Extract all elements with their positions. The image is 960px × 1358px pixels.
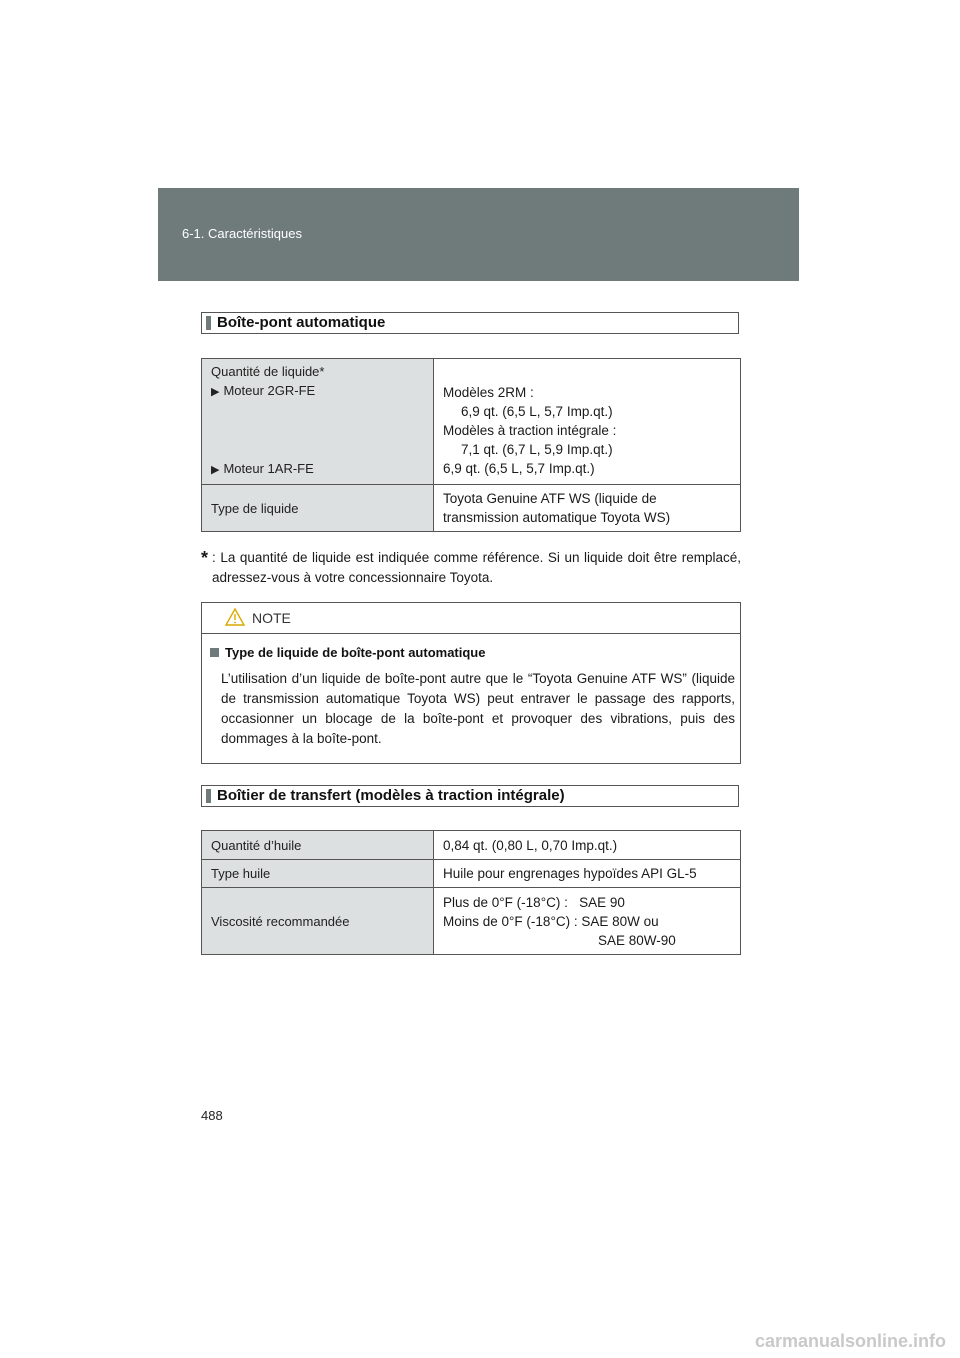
table-row <box>202 888 741 955</box>
value-line: Toyota Genuine ATF WS (liquide de <box>443 491 657 506</box>
engine-2gr-label: ▶ Moteur 2GR-FE <box>211 383 316 398</box>
value-line: Modèles à traction intégrale : <box>443 423 617 438</box>
viscosity-label: Viscosité recommandée <box>202 888 434 955</box>
table-row <box>202 831 741 860</box>
value-line: 6,9 qt. (6,5 L, 5,7 Imp.qt.) <box>443 461 595 476</box>
engine-1ar-label: ▶ Moteur 1AR-FE <box>211 461 314 476</box>
spec-table-automatic-transaxle <box>201 358 741 532</box>
oil-capacity-label: Quantité d’huile <box>202 831 434 860</box>
value-line: SAE 80W-90 <box>598 932 676 948</box>
footnote <box>201 548 741 588</box>
oil-capacity-value: 0,84 qt. (0,80 L, 0,70 Imp.qt.) <box>434 831 741 860</box>
warning-icon <box>225 608 245 626</box>
triangle-bullet-icon: ▶ <box>211 464 220 476</box>
table-row <box>202 359 741 485</box>
oil-type-label: Type huile <box>202 860 434 888</box>
fluid-capacity-label: Quantité de liquide* <box>211 364 325 379</box>
section-marker <box>206 789 211 803</box>
value-line: 7,1 qt. (6,7 L, 5,9 Imp.qt.) <box>461 442 613 457</box>
value-line: 6,9 qt. (6,5 L, 5,7 Imp.qt.) <box>461 404 613 419</box>
square-bullet-icon <box>210 648 219 657</box>
fluid-type-label: Type de liquide <box>202 485 434 532</box>
table-row <box>202 860 741 888</box>
section-title-transfer-case: Boîtier de transfert (modèles à traction intégrale) <box>201 785 739 807</box>
triangle-bullet-icon: ▶ <box>211 386 220 398</box>
oil-type-value: Huile pour engrenages hypoïdes API GL-5 <box>434 860 741 888</box>
footnote-text: : La quantité de liquide est indiquée comme référence. Si un liquide doit être remplacé, adressez-vous à votre concessionnaire Toyota. <box>212 550 741 585</box>
value-line: Plus de 0°F (-18°C) : SAE 90 <box>443 894 625 910</box>
note-body: L’utilisation d’un liquide de boîte-pont autre que le “Toyota Genuine ATF WS” (liquide de transmission automatique Toyota WS) peut entraver le passage des rapports, occasionner un blocage de la boîte-pont et provoquer des vibrations, puis des dommages à la boîte-pont. <box>221 671 735 746</box>
table-row <box>202 485 741 532</box>
value-line: Modèles 2RM : <box>443 385 534 400</box>
asterisk-icon: * <box>201 548 209 568</box>
note-subtitle: Type de liquide de boîte-pont automatique <box>210 645 485 660</box>
watermark: carmanualsonline.info <box>754 1331 946 1351</box>
page-header <box>158 188 799 281</box>
value-line: Moins de 0°F (-18°C) : SAE 80W ou <box>443 913 659 929</box>
value-line: transmission automatique Toyota WS) <box>443 510 671 525</box>
spec-table-transfer-case <box>201 830 741 955</box>
section-marker <box>206 316 211 330</box>
note-box <box>201 602 741 764</box>
breadcrumb: 6-1. Caractéristiques <box>182 226 302 241</box>
note-header: NOTE <box>202 603 740 634</box>
section-title-automatic-transaxle: Boîte-pont automatique <box>201 312 739 334</box>
page-number: 488 <box>201 1108 223 1123</box>
